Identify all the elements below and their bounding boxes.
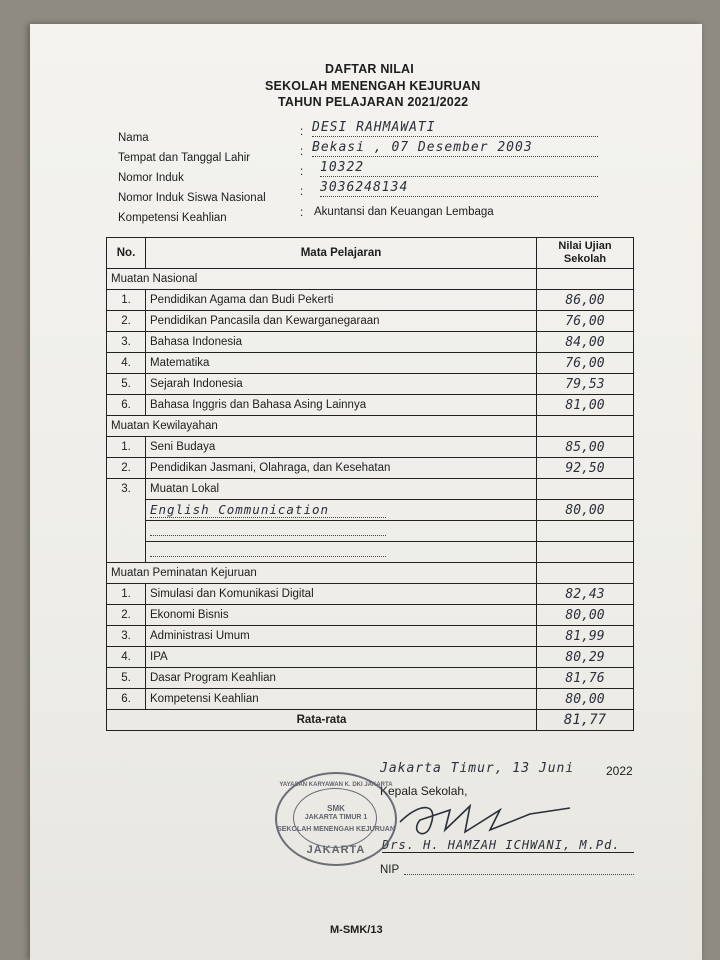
section-title: Muatan Peminatan Kejuruan (107, 563, 537, 584)
col-no-header: No. (107, 238, 146, 269)
subject-cell: Muatan Lokal (146, 479, 537, 500)
table-row: 2. Ekonomi Bisnis 80,00 (107, 605, 634, 626)
place-date: Jakarta Timur, 13 Juni (380, 761, 575, 776)
table-row: 1. Pendidikan Agama dan Budi Pekerti 86,00 (107, 290, 634, 311)
local-row (107, 542, 634, 563)
local-subject (150, 544, 386, 557)
local-subject (150, 523, 386, 536)
signature-position: Kepala Sekolah, (380, 784, 468, 798)
subject-cell: Bahasa Inggris dan Bahasa Asing Lainnya (146, 395, 537, 416)
principal-name: Drs. H. HAMZAH ICHWANI, M.Pd. (382, 838, 634, 853)
table-row: 3. Administrasi Umum 81,99 (107, 626, 634, 647)
table-row: 5. Dasar Program Keahlian 81,76 (107, 668, 634, 689)
table-row: 4. Matematika 76,00 (107, 353, 634, 374)
birth-label: Tempat dan Tanggal Lahir (118, 152, 251, 164)
table-row: 6. Bahasa Inggris dan Bahasa Asing Lainnya 81,00 (107, 395, 634, 416)
score-cell: 76,00 (537, 311, 634, 332)
nip-label: NIP (380, 864, 400, 876)
section-title: Muatan Kewilayahan (107, 416, 537, 437)
score-cell: 80,00 (537, 605, 634, 626)
score-cell: 85,00 (537, 437, 634, 458)
table-row: 2. Pendidikan Pancasila dan Kewarganegaraan 76,00 (107, 311, 634, 332)
subject-cell: Pendidikan Agama dan Budi Pekerti (146, 290, 537, 311)
footer-code: M-SMK/13 (330, 924, 383, 936)
section-title: Muatan Nasional (107, 269, 537, 290)
score-cell: 76,00 (537, 353, 634, 374)
average-value: 81,77 (537, 710, 634, 731)
nisn-label: Nomor Induk Siswa Nasional (118, 192, 266, 204)
grade-document: DAFTAR NILAI SEKOLAH MENENGAH KEJURUAN TAHUN PELAJARAN 2021/2022 Nama : DESI RAHMAWATI Tempat dan Tanggal Lahir : Bekasi , 07 Desember 2003 Nomor Induk : 10322 Nomor Induk Siswa Nasional : 3036248134 Kompetensi Keahlian : Akuntansi dan Keuangan Lembaga No. Mata Pelajaran Nilai Ujian Sekolah Muatan Nasional 1. Pendidikan Agama dan Budi Pekerti 86,00 2. Pendidikan Pancasila dan Kewarganegaraan 76,00 3. Bahasa Indonesia 84,00 4. Matematika 76,00 5. Sejarah Indonesia 79,53 6. Bahasa Inggris dan Bahasa Asing Lainnya 81,00 Muatan Kewilayahan 1. Seni Budaya 85,00 2. Pendidikan Jasmani, Olahraga, dan Kesehatan 92,50 3. Muatan Lokal English Communication 80,00 Muatan Peminatan Kejuruan 1. Simulasi dan Komunikasi Digital 82,43 2. Ekonomi Bisnis 80,00 3. Administrasi Umum 81,99 4. IPA 80,29 5. Dasar Program Keahlian 81,76 6. Kompetensi Keahlian 80,00 Rata-rata 81,77 Jakarta Timur, 13 Juni 2022 Kepala Sekolah, Drs. H. HAMZAH ICHWANI, M.Pd. NIP YAYASAN KARYAWAN K. DKI JAKARTA SMK JAKARTA TIMUR 1 SEKOLAH MENENGAH KEJURUAN JAKARTA M-SMK/13 (30, 24, 702, 960)
col-score-header: Nilai Ujian Sekolah (537, 238, 634, 269)
score-cell (537, 479, 634, 500)
score-cell: 81,99 (537, 626, 634, 647)
competency-value: Akuntansi dan Keuangan Lembaga (314, 206, 494, 218)
birth-value: Bekasi , 07 Desember 2003 (312, 140, 598, 157)
school-type: SEKOLAH MENENGAH KEJURUAN (265, 79, 481, 93)
score-cell: 80,00 (537, 500, 634, 521)
nip-line (404, 874, 634, 875)
subject-cell: Administrasi Umum (146, 626, 537, 647)
local-subject: English Communication (150, 502, 386, 518)
score-cell: 81,00 (537, 395, 634, 416)
student-number-value: 10322 (320, 160, 598, 177)
score-cell: 84,00 (537, 332, 634, 353)
table-row: 4. IPA 80,29 (107, 647, 634, 668)
subject-cell: Sejarah Indonesia (146, 374, 537, 395)
subject-cell: Seni Budaya (146, 437, 537, 458)
score-cell: 92,50 (537, 458, 634, 479)
average-row (107, 710, 634, 731)
col-subject-header: Mata Pelajaran (146, 238, 537, 269)
table-row: 2. Pendidikan Jasmani, Olahraga, dan Kesehatan 92,50 (107, 458, 634, 479)
score-cell: 80,29 (537, 647, 634, 668)
table-row: 3. Muatan Lokal (107, 479, 634, 500)
student-number-label: Nomor Induk (118, 172, 184, 184)
subject-cell: Ekonomi Bisnis (146, 605, 537, 626)
subject-cell: Dasar Program Keahlian (146, 668, 537, 689)
score-cell: 80,00 (537, 689, 634, 710)
subject-cell: Simulasi dan Komunikasi Digital (146, 584, 537, 605)
average-label: Rata-rata (107, 710, 537, 731)
section-row (107, 563, 634, 584)
grades-table (106, 237, 634, 731)
doc-title: DAFTAR NILAI (325, 62, 414, 76)
subject-cell: IPA (146, 647, 537, 668)
subject-cell: Pendidikan Pancasila dan Kewarganegaraan (146, 311, 537, 332)
subject-cell: Pendidikan Jasmani, Olahraga, dan Kesehatan (146, 458, 537, 479)
score-cell: 81,76 (537, 668, 634, 689)
signature-year: 2022 (606, 764, 633, 778)
section-row (107, 416, 634, 437)
table-row: 6. Kompetensi Keahlian 80,00 (107, 689, 634, 710)
table-row: 1. Simulasi dan Komunikasi Digital 82,43 (107, 584, 634, 605)
subject-cell: Bahasa Indonesia (146, 332, 537, 353)
competency-label: Kompetensi Keahlian (118, 212, 227, 224)
table-row: 1. Seni Budaya 85,00 (107, 437, 634, 458)
score-cell: 86,00 (537, 290, 634, 311)
signature-scribble (390, 792, 590, 842)
table-row: 5. Sejarah Indonesia 79,53 (107, 374, 634, 395)
name-value: DESI RAHMAWATI (312, 120, 598, 137)
name-label: Nama (118, 132, 149, 144)
score-cell: 79,53 (537, 374, 634, 395)
local-row (107, 500, 634, 521)
subject-cell: Matematika (146, 353, 537, 374)
nisn-value: 3036248134 (320, 180, 598, 197)
subject-cell: Kompetensi Keahlian (146, 689, 537, 710)
score-cell: 82,43 (537, 584, 634, 605)
local-row (107, 521, 634, 542)
table-row: 3. Bahasa Indonesia 84,00 (107, 332, 634, 353)
section-row (107, 269, 634, 290)
academic-year: TAHUN PELAJARAN 2021/2022 (278, 95, 469, 109)
school-stamp: YAYASAN KARYAWAN K. DKI JAKARTA SMK JAKARTA TIMUR 1 SEKOLAH MENENGAH KEJURUAN JAKARTA (275, 772, 397, 866)
